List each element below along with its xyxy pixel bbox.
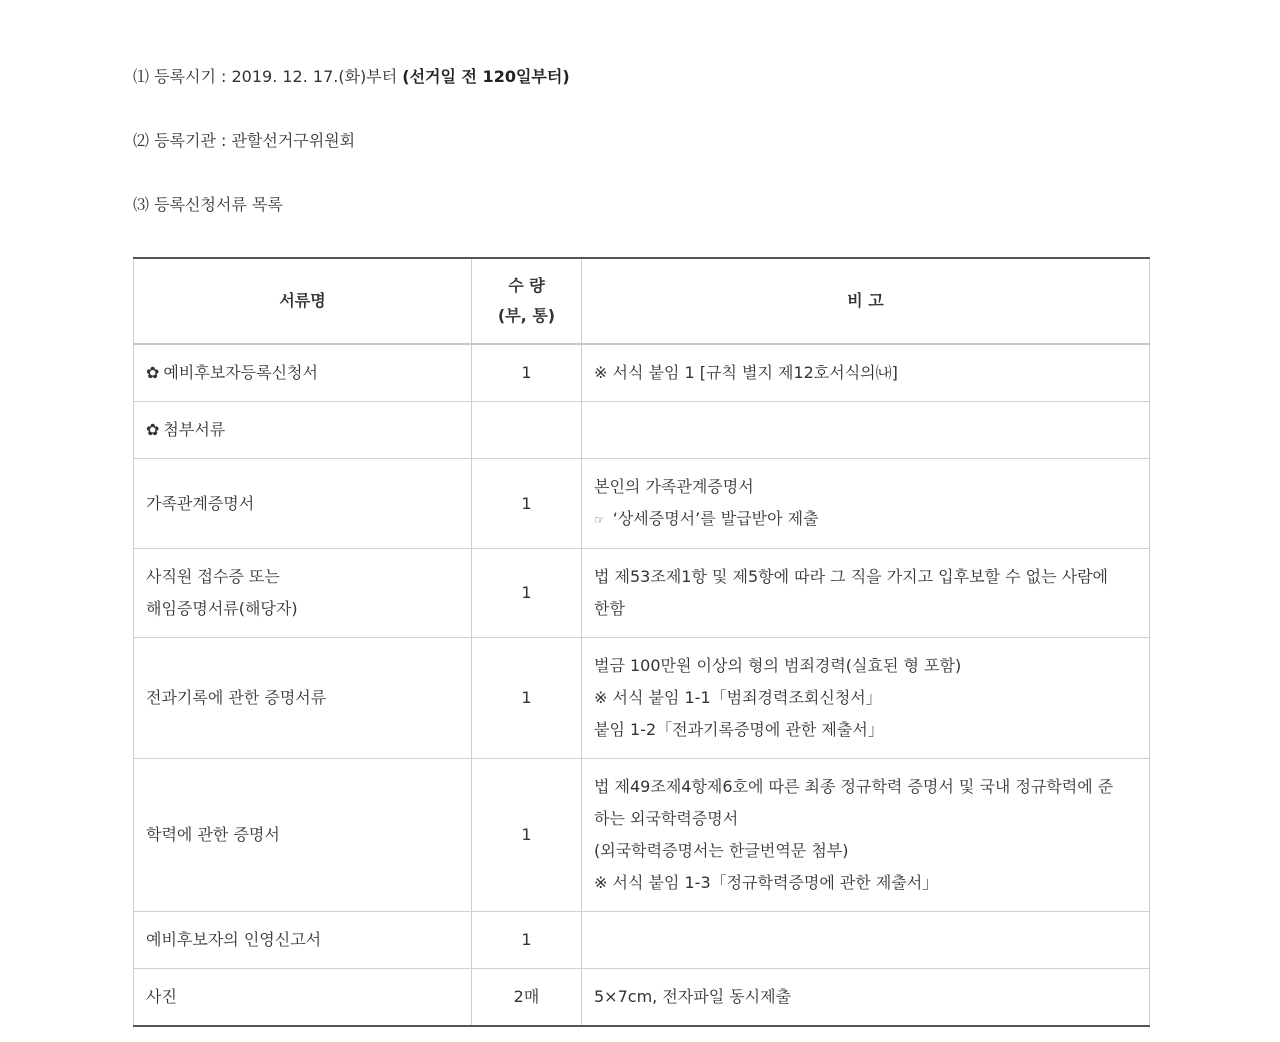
remark-line: 본인의 가족관계증명서	[594, 477, 754, 496]
registration-authority: ⑵ 등록기관 : 관할선거구위원회	[133, 131, 356, 150]
remark-line: 법 제53조제1항 및 제5항에 따라 그 직을 가지고 입후보할 수 없는 사람에	[594, 567, 1108, 586]
header-quantity-line1: 수 량	[508, 276, 545, 295]
document-name-cell: 사진	[134, 969, 472, 1027]
remark-line: 벌금 100만원 이상의 형의 범죄경력(실효된 형 포함)	[594, 656, 962, 675]
remarks-cell	[582, 912, 1150, 969]
document-name-cell: 예비후보자의 인영신고서	[134, 912, 472, 969]
quantity-cell	[472, 402, 582, 459]
document-name: 첨부서류	[163, 420, 226, 439]
quantity-cell: 1	[472, 549, 582, 638]
remark-line: 붙임 1-2「전과기록증명에 관한 제출서」	[594, 720, 884, 739]
table-row	[134, 969, 1150, 1027]
remarks-cell	[582, 459, 1150, 549]
document-name-line: 해임증명서류(해당자)	[146, 599, 298, 618]
document-list-heading: ⑶ 등록신청서류 목록	[133, 195, 283, 214]
remarks-cell	[582, 549, 1150, 638]
remarks-cell	[582, 969, 1150, 1027]
remark-hand-text: ‘상세증명서’를 발급받아 제출	[612, 509, 819, 528]
header-quantity	[472, 258, 582, 344]
registration-period	[133, 66, 570, 88]
table-header-row	[134, 258, 1150, 344]
flower-bullet-icon: ✿	[146, 363, 160, 382]
header-document-name: 서류명	[134, 258, 472, 344]
document-name-cell	[134, 344, 472, 402]
document-name-cell	[134, 402, 472, 459]
registration-period-text: ⑴ 등록시기 : 2019. 12. 17.(화)부터	[133, 67, 403, 86]
document-table	[133, 257, 1150, 1027]
flower-bullet-icon: ✿	[146, 420, 160, 439]
remarks-cell	[582, 344, 1150, 402]
header-quantity-line2: (부, 통)	[497, 306, 556, 325]
registration-period-emphasis: (선거일 전 120일부터)	[402, 67, 570, 86]
remark-line: ※ 서식 붙임 1 [규칙 별지 제12호서식의㈏]	[594, 363, 898, 382]
quantity-cell: 1	[472, 759, 582, 912]
pointing-hand-icon: ☞	[594, 513, 605, 527]
quantity-cell: 2매	[472, 969, 582, 1027]
header-remarks: 비 고	[582, 258, 1150, 344]
table-row	[134, 459, 1150, 549]
quantity-cell: 1	[472, 459, 582, 549]
remark-line: 하는 외국학력증명서	[594, 809, 739, 828]
remarks-cell	[582, 759, 1150, 912]
table-row	[134, 402, 1150, 459]
document-name-cell: 전과기록에 관한 증명서류	[134, 638, 472, 759]
table-row	[134, 638, 1150, 759]
document-name-cell	[134, 549, 472, 638]
remarks-cell	[582, 402, 1150, 459]
quantity-cell: 1	[472, 344, 582, 402]
remark-line: ※ 서식 붙임 1-1「범죄경력조회신청서」	[594, 688, 882, 707]
table-row	[134, 912, 1150, 969]
table-row	[134, 549, 1150, 638]
remark-line: ※ 서식 붙임 1-3「정규학력증명에 관한 제출서」	[594, 873, 939, 892]
remark-line: (외국학력증명서는 한글번역문 첨부)	[594, 841, 849, 860]
table-row	[134, 344, 1150, 402]
remark-line: 5×7cm, 전자파일 동시제출	[594, 987, 792, 1006]
quantity-cell: 1	[472, 912, 582, 969]
remark-line: 한함	[594, 599, 625, 618]
document-name: 예비후보자등록신청서	[163, 363, 318, 382]
remark-line	[594, 503, 1137, 536]
remarks-cell	[582, 638, 1150, 759]
quantity-cell: 1	[472, 638, 582, 759]
document-name-line: 사직원 접수증 또는	[146, 567, 280, 586]
document-name-cell: 가족관계증명서	[134, 459, 472, 549]
remark-line: 법 제49조제4항제6호에 따른 최종 정규학력 증명서 및 국내 정규학력에 준	[594, 777, 1114, 796]
table-row	[134, 759, 1150, 912]
document-name-cell: 학력에 관한 증명서	[134, 759, 472, 912]
